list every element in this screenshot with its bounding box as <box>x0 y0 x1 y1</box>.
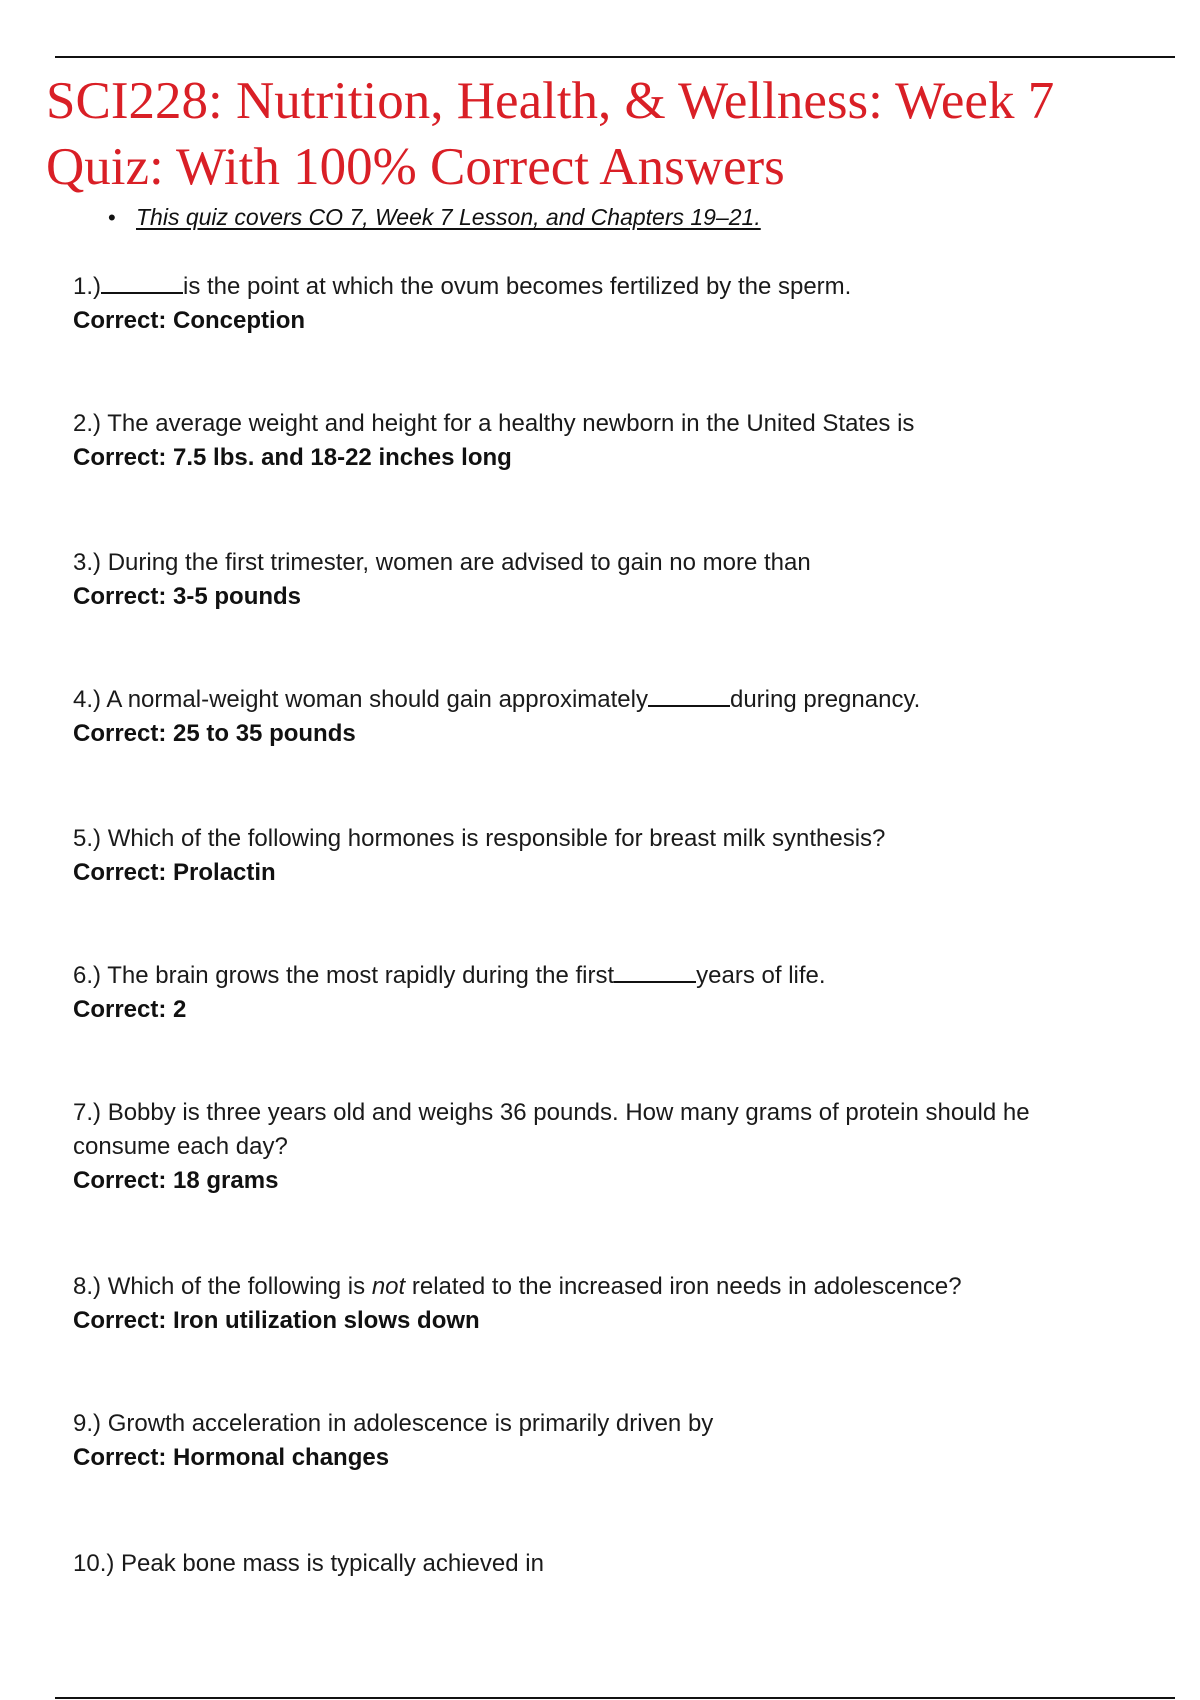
question-1 <box>73 270 1133 338</box>
question-body: During the first trimester, women are advised to gain no more than <box>107 549 811 576</box>
bottom-rule <box>55 1697 1175 1699</box>
question-text-before: A normal-weight woman should gain approximately <box>106 686 648 713</box>
question-text <box>73 407 1133 441</box>
question-body: Growth acceleration in adolescence is primarily driven by <box>107 1410 714 1437</box>
question-number: 7.) <box>73 1099 102 1126</box>
question-number: 5.) <box>73 825 102 852</box>
question-number: 4.) <box>73 686 102 713</box>
subtitle-row <box>108 204 761 231</box>
question-5 <box>73 822 1133 890</box>
question-number: 8.) <box>73 1273 102 1300</box>
question-3 <box>73 546 1133 614</box>
answer-blank <box>648 683 730 707</box>
question-emphasis: not <box>371 1273 406 1300</box>
answer-text: Correct: 25 to 35 pounds <box>73 720 356 747</box>
question-7 <box>73 1096 1133 1198</box>
question-number: 10.) <box>73 1550 115 1577</box>
answer-text: Correct: Prolactin <box>73 859 276 886</box>
question-text-after: related to the increased iron needs in adolescence? <box>411 1273 962 1300</box>
question-4 <box>73 683 1133 751</box>
question-number: 6.) <box>73 962 102 989</box>
question-body: Which of the following hormones is responsible for breast milk synthesis? <box>107 825 886 852</box>
top-rule <box>55 56 1175 58</box>
question-text <box>73 546 1133 580</box>
question-number: 3.) <box>73 549 102 576</box>
question-text <box>73 1407 1133 1441</box>
answer-text: Correct: 2 <box>73 996 187 1023</box>
question-body: Peak bone mass is typically achieved in <box>121 1550 544 1577</box>
answer-text: Correct: 18 grams <box>73 1167 279 1194</box>
question-text <box>73 959 1133 993</box>
question-text-before: The brain grows the most rapidly during the first <box>107 962 615 989</box>
question-10 <box>73 1547 1133 1581</box>
question-text-after: during pregnancy. <box>729 686 921 713</box>
answer-text: Correct: 7.5 lbs. and 18-22 inches long <box>73 444 512 471</box>
answer-text: Correct: 3-5 pounds <box>73 583 302 610</box>
question-text <box>73 1547 1133 1581</box>
question-2 <box>73 407 1133 475</box>
question-body: The average weight and height for a healthy newborn in the United States is <box>107 410 915 437</box>
answer-blank <box>614 959 696 983</box>
answer-text: Correct: Iron utilization slows down <box>73 1307 480 1334</box>
answer-blank <box>101 270 183 294</box>
question-6 <box>73 959 1133 1027</box>
question-text-after: is the point at which the ovum becomes fertilized by the sperm. <box>183 273 852 300</box>
question-text <box>73 1096 1133 1164</box>
question-text <box>73 822 1133 856</box>
document-title: SCI228: Nutrition, Health, & Wellness: Week 7 Quiz: With 100% Correct Answers <box>46 72 1055 196</box>
question-number: 1.) <box>73 273 102 300</box>
question-body: Bobby is three years old and weighs 36 pounds. How many grams of protein should he consume each day? <box>73 1099 1030 1160</box>
subtitle: This quiz covers CO 7, Week 7 Lesson, and Chapters 19–21. <box>136 204 761 230</box>
answer-text: Correct: Conception <box>73 307 306 334</box>
bullet-icon: • <box>108 204 116 230</box>
question-text <box>73 683 1133 717</box>
question-text-before: Which of the following is <box>107 1273 366 1300</box>
question-number: 2.) <box>73 410 102 437</box>
question-number: 9.) <box>73 1410 102 1437</box>
question-text <box>73 270 1133 304</box>
answer-text: Correct: Hormonal changes <box>73 1444 390 1471</box>
question-text <box>73 1270 1133 1304</box>
question-9 <box>73 1407 1133 1475</box>
question-text-after: years of life. <box>696 962 826 989</box>
question-8 <box>73 1270 1133 1338</box>
